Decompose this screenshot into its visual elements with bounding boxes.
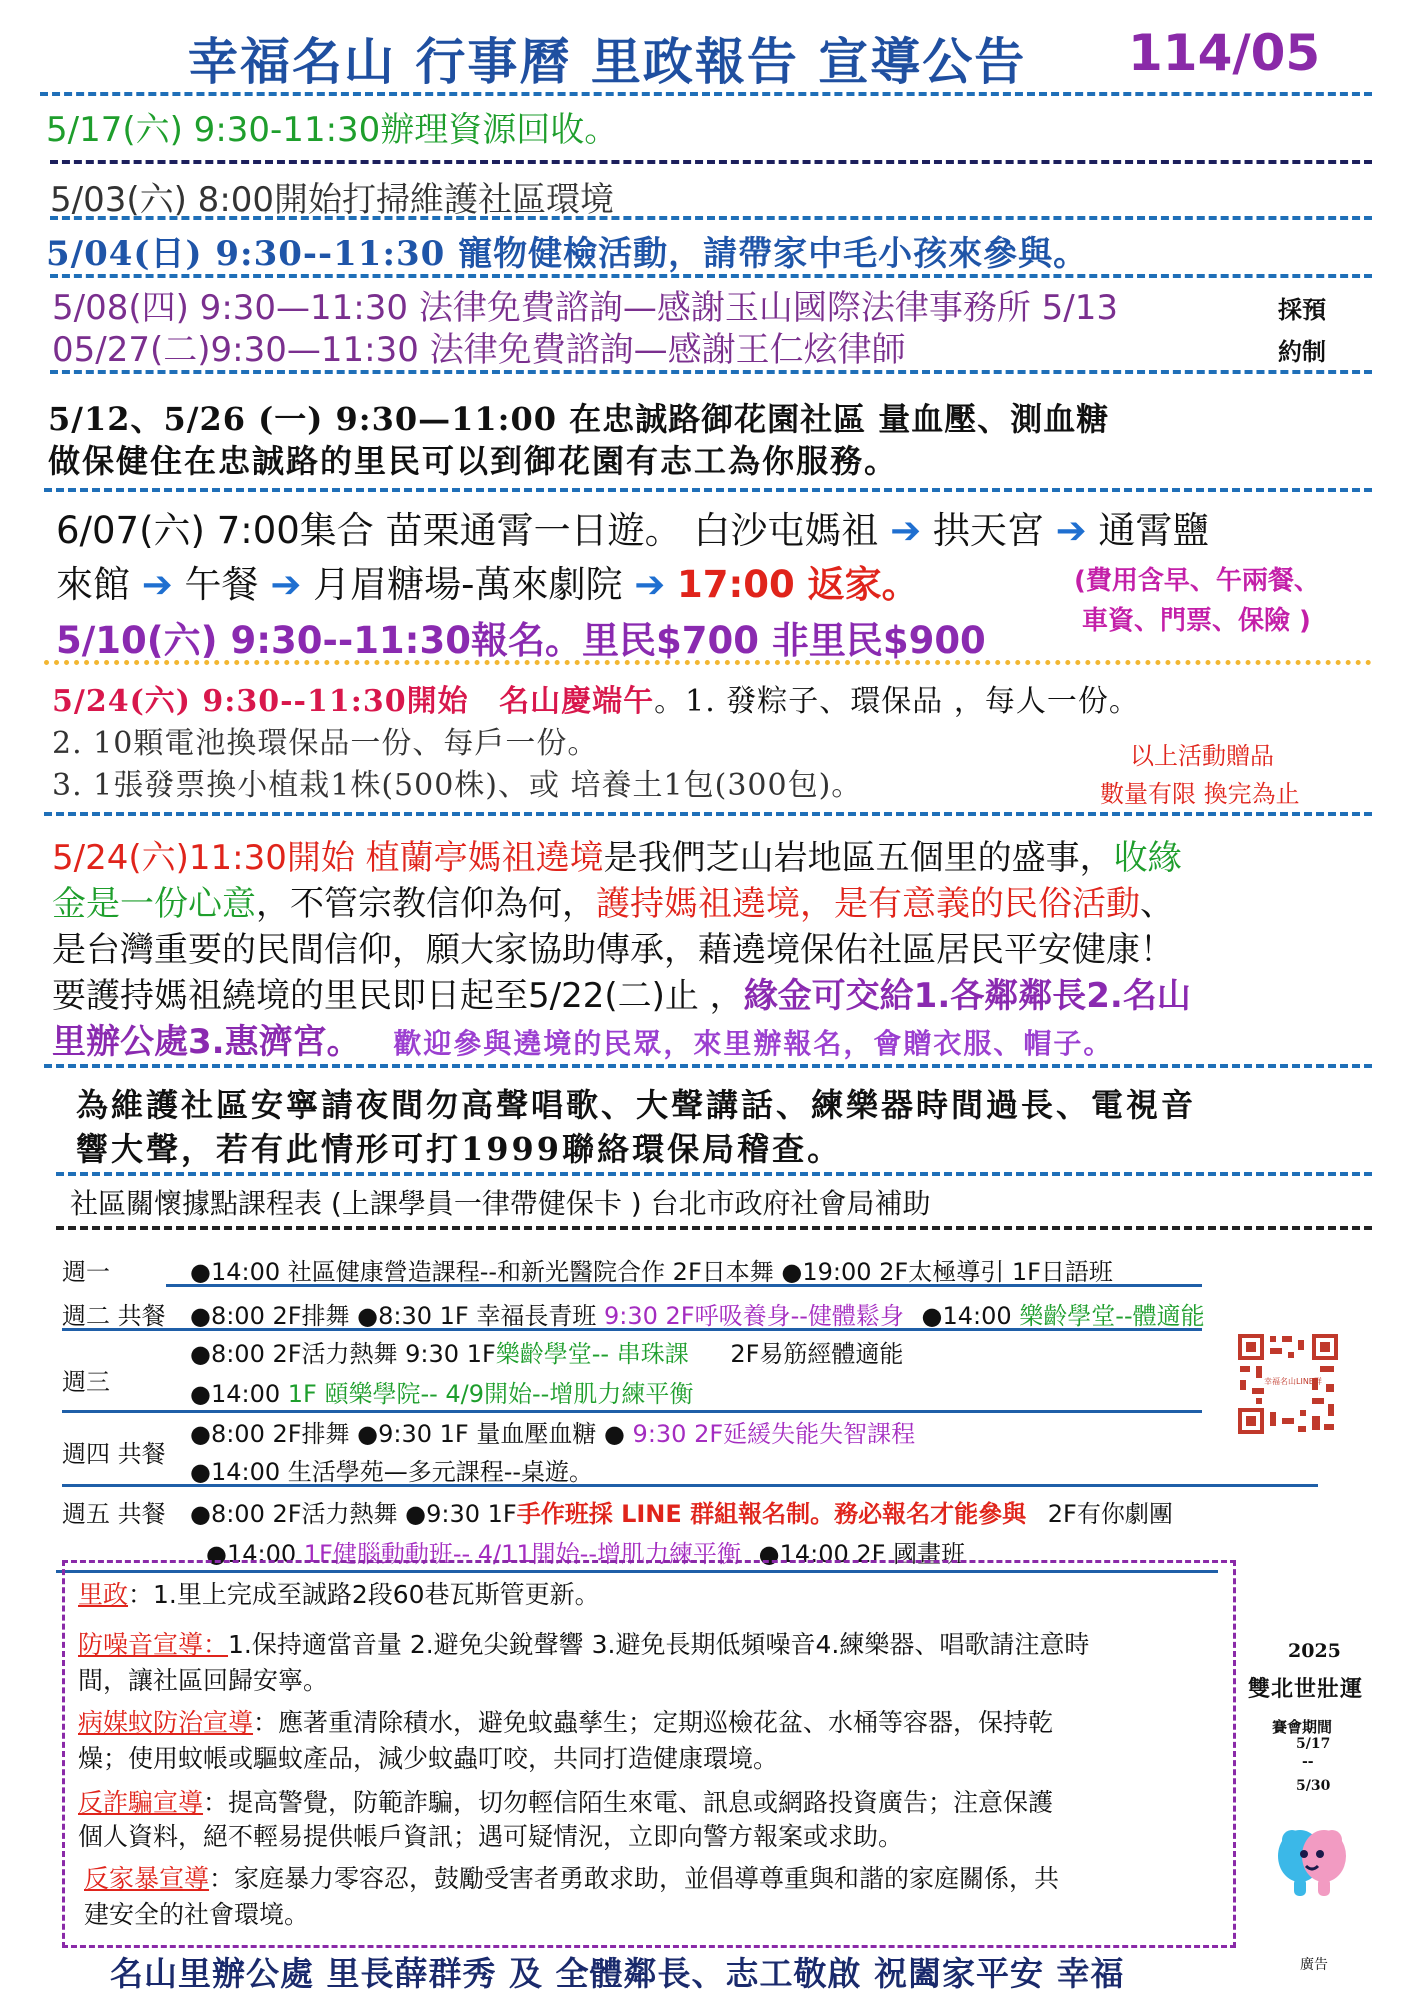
arrow-right-icon: ➔	[270, 563, 302, 606]
event-mazu: 要護持媽祖繞境的里民即日起至5/22(二)止 ，緣金可交給1.各鄰鄰長2.名山	[52, 976, 1191, 1016]
games-name: 雙北世壯運	[1248, 1676, 1364, 1702]
event-dragon-boat: 3. 1張發票換小植栽1株(500株)、或 培養土1包(300包)。	[52, 768, 863, 803]
event-dragon-boat: 2. 10顆電池換環保品一份、每戶一份。	[52, 726, 599, 761]
trip-signup: 5/10(六) 9:30--11:30報名。里民$700 非里民$900	[56, 619, 986, 662]
schedule-wednesday: ●8:00 2F活力熱舞 9:30 1F樂齡學堂-- 串珠課 2F易筋經體適能	[190, 1340, 904, 1368]
line-group-qr-code[interactable]	[1236, 1332, 1340, 1436]
divider	[50, 370, 1372, 374]
notice-fraud: 個人資料，絕不輕易提供帳戶資訊；遇可疑情況，立即向警方報案或求助。	[78, 1822, 904, 1851]
divider	[62, 1484, 1318, 1487]
divider	[44, 660, 1372, 665]
schedule-day-label: 週五 共餐	[62, 1500, 166, 1528]
notice-noise: 間，讓社區回歸安寧。	[78, 1666, 329, 1695]
divider	[40, 92, 1372, 96]
games-mascot-icon	[1270, 1818, 1354, 1902]
event-health-check: 做保健住在忠誠路的里民可以到御花園有志工為你服務。	[48, 442, 899, 480]
legal-reservation-note: 採預	[1278, 295, 1326, 324]
noise-notice: 為維護社區安寧請夜間勿高聲唱歌、大聲講話、練樂器時間過長、電視音	[76, 1086, 1197, 1124]
schedule-day-label: 週三	[62, 1368, 110, 1396]
notice-mosquito: 病媒蚊防治宣導：應著重清除積水，避免蚊蟲孳生；定期巡檢花盆、水桶等容器，保持乾	[78, 1708, 1054, 1737]
event-mazu: 是台灣重要的民間信仰，願大家協助傳承，藉遶境保佑社區居民平安健康！	[52, 930, 1174, 970]
arrow-right-icon: ➔	[1055, 509, 1087, 552]
schedule-friday: ●8:00 2F活力熱舞 ●9:30 1F手作班採 LINE 群組報名制。務必報名才能參與 2F有你劇團	[190, 1500, 1173, 1528]
schedule-tuesday: ●8:00 2F排舞 ●8:30 1F 幸福長青班 9:30 2F呼吸養身--健體鬆身 ●14:00 樂齡學堂--體適能	[190, 1302, 1205, 1330]
gift-limit-note: 數量有限 換完為止	[1100, 780, 1300, 808]
schedule-monday: ●14:00 社區健康營造課程--和新光醫院合作 2F日本舞 ●19:00 2F太極導引 1F日語班	[190, 1258, 1113, 1286]
schedule-day-label: 週二 共餐	[62, 1302, 166, 1330]
notice-mosquito: 燥；使用蚊帳或驅蚊產品，減少蚊蟲叮咬，共同打造健康環境。	[78, 1744, 779, 1773]
notice-domestic-violence: 建安全的社會環境。	[84, 1900, 310, 1929]
gift-limit-note: 以上活動贈品	[1130, 742, 1274, 770]
trip-itinerary: 來館 ➔ 午餐 ➔ 月眉糖場-萬來劇院 ➔ 17:00 返家。	[56, 563, 919, 606]
issue-date: 114/05	[1128, 24, 1321, 82]
event-mazu: 5/24(六)11:30開始 植蘭亭媽祖遶境是我們芝山岩地區五個里的盛事，收緣	[52, 838, 1182, 878]
divider	[50, 274, 1372, 278]
footer-signature: 名山里辦公處 里長薛群秀 及 全體鄰長、志工敬啟 祝闔家平安 幸福	[110, 1954, 1125, 1993]
divider	[50, 216, 1372, 220]
event-health-check: 5/12、5/26 (一) 9:30—11:00 在忠誠路御花園社區 量血壓、測血糖	[48, 400, 1110, 438]
event-mazu: 金是一份心意，不管宗教信仰為何，護持媽祖遶境，是有意義的民俗活動、	[52, 884, 1174, 924]
event-legal-1: 5/08(四) 9:30—11:30 法律免費諮詢—感謝玉山國際法律事務所 5/13	[52, 288, 1118, 328]
divider	[56, 1226, 1372, 1230]
noise-notice: 響大聲，若有此情形可打1999聯絡環保局稽查。	[76, 1130, 843, 1168]
schedule-wednesday: ●14:00 1F 頤樂學院-- 4/9開始--增肌力練平衡	[190, 1380, 694, 1408]
schedule-thursday: ●14:00 生活學苑—多元課程--桌遊。	[190, 1458, 594, 1486]
divider	[44, 488, 1372, 492]
schedule-thursday: ●8:00 2F排舞 ●9:30 1F 量血壓血糖 ● 9:30 2F延緩失能失智課程	[190, 1420, 916, 1448]
games-start-date: 5/17	[1296, 1736, 1331, 1752]
notice-government: 里政：1.里上完成至誠路2段60巷瓦斯管更新。	[78, 1580, 600, 1609]
event-pet-check: 5/04(日) 9:30--11:30 寵物健檢活動，請帶家中毛小孩來參與。	[46, 234, 1089, 274]
event-recycle: 5/17(六) 9:30-11:30辦理資源回收。	[46, 110, 619, 150]
advertisement-label: 廣告	[1300, 1957, 1328, 1973]
divider	[56, 1172, 1372, 1176]
trip-fee-note: (費用含早、午兩餐、	[1074, 566, 1320, 596]
trip-itinerary: 6/07(六) 7:00集合 苗栗通霄一日遊。 白沙屯媽祖 ➔ 拱天宮 ➔ 通霄鹽	[56, 509, 1210, 552]
games-period-label: 賽會期間	[1272, 1718, 1333, 1736]
games-end-date: 5/30	[1296, 1778, 1331, 1794]
notice-noise: 防噪音宣導：1.保持適當音量 2.避免尖銳聲響 3.避免長期低頻噪音4.練樂器、唱歌請注意時	[78, 1630, 1090, 1659]
event-mazu: 里辦公處3.惠濟宮。 歡迎參與遶境的民眾，來里辦報名，會贈衣服、帽子。	[52, 1022, 1114, 1062]
notice-domestic-violence: 反家暴宣導：家庭暴力零容忍，鼓勵受害者勇敢求助，並倡導尊重與和諧的家庭關係，共	[84, 1864, 1060, 1893]
games-year: 2025	[1288, 1640, 1341, 1662]
qr-caption: 幸福名山LINE群	[1264, 1377, 1322, 1386]
divider	[50, 160, 1372, 164]
games-date-separator: --	[1302, 1754, 1314, 1770]
divider	[62, 1328, 1202, 1331]
schedule-day-label: 週一	[62, 1258, 110, 1286]
divider	[166, 1284, 1202, 1287]
arrow-right-icon: ➔	[634, 563, 666, 606]
schedule-friday: ●14:00 1F健腦動動班-- 4/11開始--增肌力練平衡 ●14:00 2F 國畫班	[206, 1540, 966, 1568]
schedule-day-label: 週四 共餐	[62, 1440, 166, 1468]
divider	[62, 1410, 1202, 1413]
legal-reservation-note: 約制	[1278, 337, 1326, 366]
event-cleaning: 5/03(六) 8:00開始打掃維護社區環境	[50, 180, 615, 220]
schedule-title: 社區關懷據點課程表 (上課學員一律帶健保卡 ) 台北市政府社會局補助	[70, 1187, 931, 1220]
divider	[44, 1064, 1372, 1068]
event-dragon-boat: 5/24(六) 9:30--11:30開始 名山慶端午。1. 發粽子、環保品 ，每人一份。	[52, 684, 1140, 719]
arrow-right-icon: ➔	[890, 509, 922, 552]
page-title: 幸福名山 行事曆 里政報告 宣導公告	[188, 33, 1027, 91]
trip-fee-note: 車資、門票、保險 )	[1082, 606, 1311, 636]
notice-fraud: 反詐騙宣導：提高警覺，防範詐騙，切勿輕信陌生來電、訊息或網路投資廣告；注意保護	[78, 1788, 1054, 1817]
divider	[44, 812, 1372, 816]
event-legal-2: 05/27(二)9:30—11:30 法律免費諮詢—感謝王仁炫律師	[52, 330, 906, 370]
arrow-right-icon: ➔	[141, 563, 173, 606]
